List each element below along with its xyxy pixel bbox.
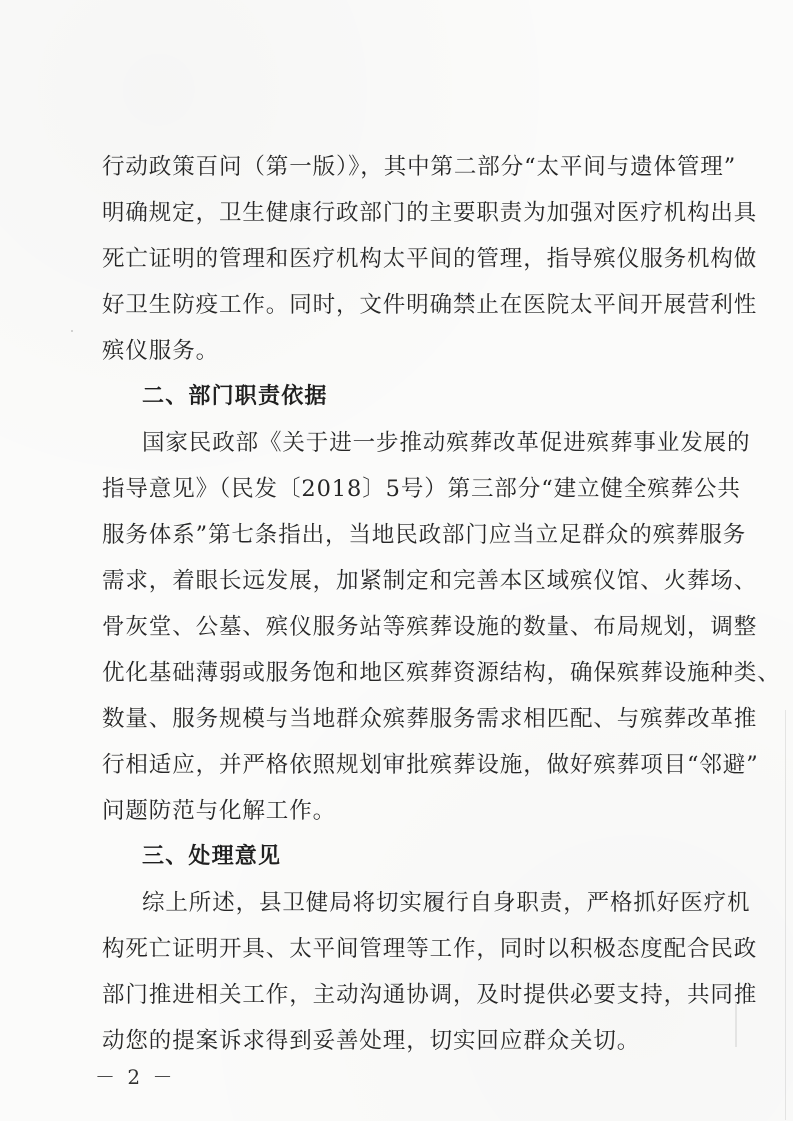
body-line: 构死亡证明开具、太平间管理等工作，同时以积极态度配合民政 xyxy=(102,936,758,962)
body-line: 部门推进相关工作，主动沟通协调，及时提供必要支持，共同推 xyxy=(102,982,758,1008)
body-line: 综上所述，县卫健局将切实履行自身职责，严格抓好医疗机 xyxy=(142,890,751,916)
body-line: 动您的提案诉求得到妥善处理，切实回应群众关切。 xyxy=(102,1028,641,1054)
body-line: 数量、服务规模与当地群众殡葬服务需求相匹配、与殡葬改革推 xyxy=(102,706,758,732)
body-line: 行相适应，并严格依照规划审批殡葬设施，做好殡葬项目“邻避” xyxy=(102,752,759,778)
scan-edge-mark xyxy=(785,710,786,1120)
body-line: 行动政策百问（第一版）》，其中第二部分“太平间与遗体管理” xyxy=(102,154,737,180)
section-heading: 二、部门职责依据 xyxy=(142,384,328,409)
document-body xyxy=(102,144,781,1054)
scan-edge-mark xyxy=(735,1002,737,1047)
body-line: 国家民政部《关于进一步推动殡葬改革促进殡葬事业发展的 xyxy=(142,430,751,456)
body-line: 好卫生防疫工作。同时，文件明确禁止在医院太平间开展营利性 xyxy=(102,292,758,318)
body-line: 服务体系”第七条指出，当地民政部门应当立足群众的殡葬服务 xyxy=(102,522,747,548)
body-line: 优化基础薄弱或服务饱和地区殡葬资源结构，确保殡葬设施种类、 xyxy=(102,660,781,686)
scan-speck xyxy=(71,330,73,332)
section-heading: 三、处理意见 xyxy=(142,844,282,869)
body-line: 明确规定，卫生健康行政部门的主要职责为加强对医疗机构出具 xyxy=(102,200,758,226)
body-line: 需求，着眼长远发展，加紧制定和完善本区域殡仪馆、火葬场、 xyxy=(102,568,758,594)
body-line: 死亡证明的管理和医疗机构太平间的管理，指导殡仪服务机构做 xyxy=(102,246,758,272)
body-line: 骨灰堂、公墓、殡仪服务站等殡葬设施的数量、布局规划，调整 xyxy=(102,614,758,640)
page-number: － 2 － xyxy=(95,1065,176,1089)
body-line: 指导意见》（民发〔2018〕5号）第三部分“建立健全殡葬公共 xyxy=(102,476,741,502)
body-line: 殡仪服务。 xyxy=(102,338,220,364)
body-line: 问题防范与化解工作。 xyxy=(102,798,337,824)
